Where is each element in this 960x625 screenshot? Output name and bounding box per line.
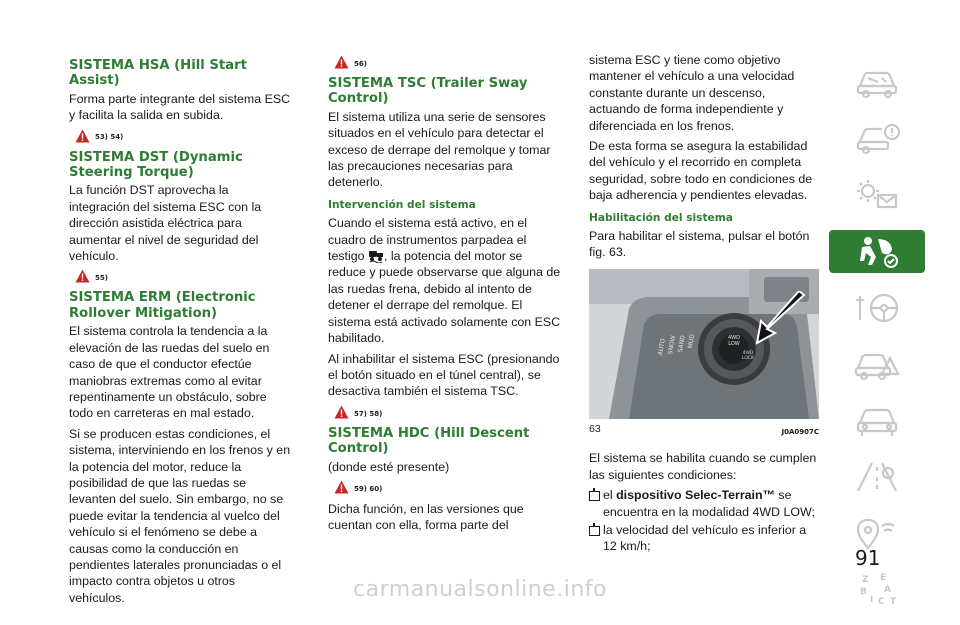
intervention-text [328,215,562,346]
tab-technical-data[interactable] [829,456,925,499]
trailer-sway-icon [368,249,384,263]
footer-watermark-text: carmanualsonline.info [353,576,607,602]
continued-text-1: sistema ESC y tiene como objetivo mantener el vehículo a una velocidad constante durante un descenso, actuando de forma independiente y diferenciada en los frenos. [589,53,795,133]
warning-triangle-icon [334,405,349,419]
tab-dashboard[interactable] [829,60,925,103]
hsa-warning [75,128,291,144]
enabled-conditions-text: El sistema se habilita cuando se cumplen las siguientes condiciones: [589,451,817,482]
tab-safety[interactable] [829,230,925,273]
condition-1-pre: el [603,488,613,503]
tab-starting-driving[interactable] [829,286,925,329]
footer-watermark [0,574,960,604]
hsa-title: SISTEMA HSA (Hill Start Assist) [69,58,247,89]
condition-1-post: se encuentra en la modalidad 4WD LOW; [603,488,815,519]
warning-triangle-icon [75,269,90,283]
knob-label-sand: SAND [676,334,687,353]
intervention-title: Intervención del sistema [328,198,476,211]
hsa-text: Forma parte integrante del sistema ESC y facilita la salida en subida. [69,91,291,123]
tsc-title: SISTEMA TSC (Trailer Sway Control) [328,76,528,107]
arrow-icon [749,291,809,345]
tsc-text: El sistema utiliza una serie de sensores situados en el vehículo para detectar el exceso de derrape del remolque y tomar las precauciones necesarias para detenerlo. [328,109,551,190]
tab-warning-lights[interactable] [829,117,925,160]
hdc-refs: 59) 60) [354,484,383,493]
column-2 [328,52,562,538]
condition-item-1 [589,487,819,520]
warning-lights-icon [854,120,900,156]
knob-label-mud: MUD [686,333,697,349]
hdc-text: Dicha función, en las versiones que cuentan con ella, forma parte del [328,501,524,533]
knob-label-snow: SNOW [666,334,678,355]
column-1 [69,52,291,610]
tab-emergency[interactable] [829,343,925,386]
knob-lock-label: 4WD LOCK [742,350,754,361]
erm-text-1: El sistema controla la tendencia a la elevación de las ruedas del suelo en caso de que el conductor efectúe maniobras extremas como al evitar repentinamente un obstáculo, sobre todo en carreteras en mal estado. [69,324,270,421]
figure-caption [589,421,819,440]
condition-1-text [603,487,819,520]
erm-text-2: Si se producen estas condiciones, el sistema, interviniendo en los frenos y en la potencia del motor, reduce la posibilidad de que las ruedas se levanten del suelo. Sin embargo, no se puede evitar la tendencia al vuelco del vehículo si el fenómeno se debe a causas como la conducción en pendientes laterales pronunciadas o el impacto contra objetos u otros vehículos. [69,426,291,605]
steering-icon [854,290,900,326]
erm-title: SISTEMA ERM (Electronic Rollover Mitigation) [69,290,256,321]
hdc-title: SISTEMA HDC (Hill Descent Control) [328,425,530,457]
dashboard-car-icon [854,64,900,100]
top-warning [334,54,562,70]
svg-text:A: A [884,585,891,595]
figure-number: 63 [589,422,601,435]
safety-airbag-icon [854,233,900,269]
bullet-icon [589,491,600,501]
condition-2-text: la velocidad del vehículo es inferior a 12 km/h; [603,522,807,554]
enable-text: Para habilitar el sistema, pulsar el botón fig. 63. [589,229,810,260]
tsc-refs: 57) 58) [354,409,383,418]
condition-1-bold: dispositivo Selec-Terrain™ [616,488,775,503]
figure-63-selec-terrain-knob [589,269,819,419]
hdc-warning [334,479,562,495]
enable-title: Habilitación del sistema [589,211,733,224]
road-tools-icon [854,459,900,495]
car-service-icon [854,403,900,439]
knob-center-label: 4WD LOW [728,334,740,347]
knob-label-auto: AUTO [656,337,667,356]
svg-text:E: E [880,573,887,583]
emergency-car-icon [854,346,900,382]
chapter-sidebar [829,60,925,625]
hdc-sub: (donde esté presente) [328,459,450,474]
tsc-warning [334,404,562,420]
tab-service[interactable] [829,399,925,442]
svg-text:I: I [870,595,874,605]
top-refs: 56) [354,59,367,68]
condition-item-2 [589,522,819,555]
dst-text: La función DST aprovecha la integración del sistema ESC con la dirección asistida eléctrica para aumentar el nivel de seguridad del vehículo. [69,183,262,264]
warning-triangle-icon [334,480,349,494]
bullet-icon [589,526,600,536]
dst-refs: 55) [95,274,108,283]
hsa-refs: 53) 54) [95,133,124,142]
column-3 [589,52,819,557]
dst-warning [75,268,291,284]
svg-text:C: C [878,597,885,607]
continued-text-2: De esta forma se asegura la estabilidad del vehículo y el recorrido en completa seguridad, sobre todo en condiciones de baja adherencia y pendientes elevadas. [589,139,813,203]
intervention-text-before: Cuando el sistema está activo, en el cuadro de instrumentos parpadea el testigo [328,216,528,264]
figure-code: J0A0907C [781,427,819,436]
svg-text:T: T [890,597,897,607]
warning-triangle-icon [334,55,349,69]
disable-text: Al inhabilitar el sistema ESC (presionando el botón situado en el túnel central), se desactiva también el sistema TSC. [328,351,560,399]
dst-title: SISTEMA DST (Dynamic Steering Torque) [69,149,243,181]
tab-sun-visor[interactable] [829,173,925,216]
page-number: 91 [855,546,881,570]
svg-text:B: B [860,587,867,597]
intervention-text-after: , la potencia del motor se reduce y puede observarse que alguna de las ruedas frena, debido al intento de detener el derrape del remolque. El sistema está activado solamente con ESC habilitado. [328,249,561,346]
warning-triangle-icon [75,129,90,143]
sun-visor-icon [854,177,900,213]
svg-text:Z: Z [862,575,869,585]
